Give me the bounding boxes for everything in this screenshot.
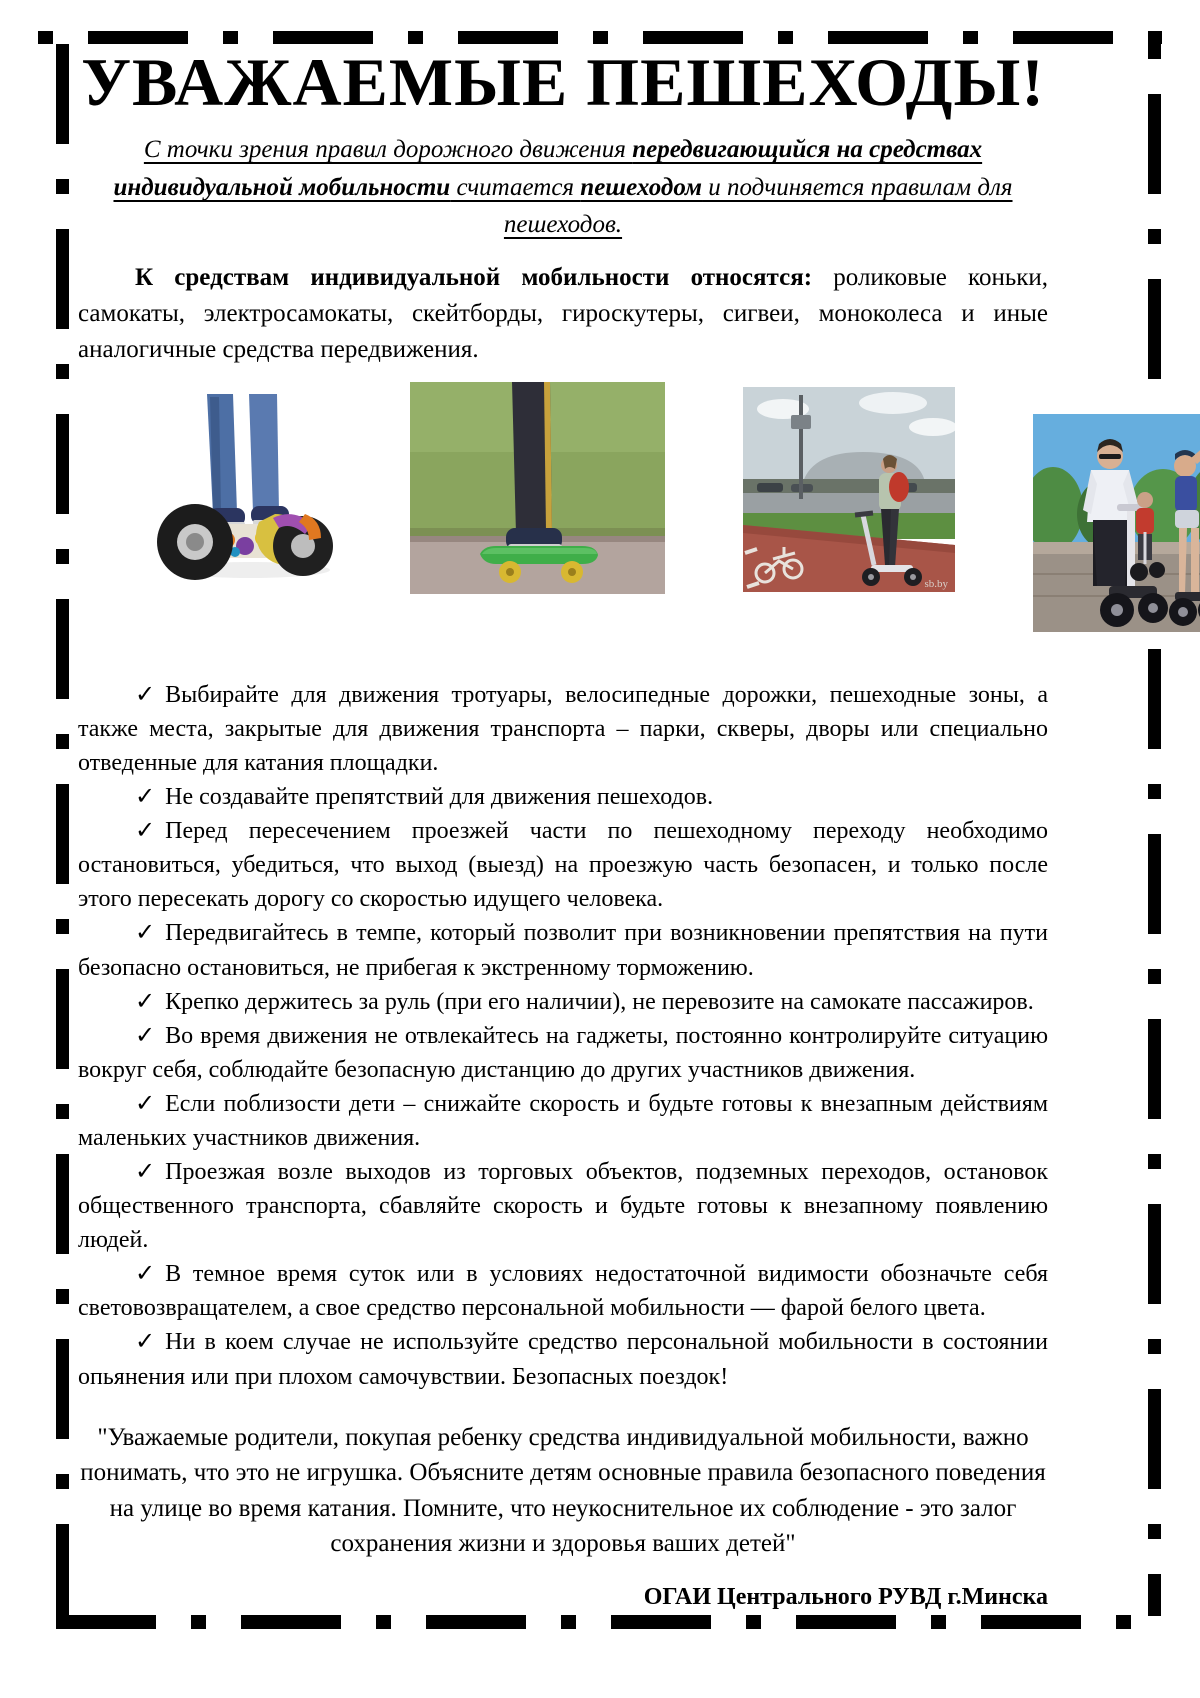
rule-item-1 <box>78 678 1048 780</box>
check-icon: ✓ <box>135 1159 156 1186</box>
rule-item-8 <box>78 1155 1048 1257</box>
rule-item-4 <box>78 916 1048 984</box>
rule-item-3 <box>78 814 1048 916</box>
intro-part1: С точки зрения правил дорожного движения <box>143 136 633 164</box>
rule-text: Ни в коем случае не используйте средство персональной мобильности в состоянии опьянения или при плохом самочувствии. Безопасных поездок! <box>78 1329 1048 1390</box>
rule-item-5 <box>78 985 1048 1019</box>
check-icon: ✓ <box>135 1261 156 1288</box>
rule-text: Выбирайте для движения тротуары, велосипедные дорожки, пешеходные зоны, а также места, закрытые для движения транспорта – парки, скверы, дворы или специально отведенные для катания площадки. <box>78 681 1048 777</box>
scooter-photo-illustration <box>743 387 955 592</box>
rule-text: Перед пересечением проезжей части по пешеходному переходу необходимо остановиться, убедиться, что выход (выезд) на проезжую часть безопасен, и только после этого пересекать дорогу со скоростью идущего человека. <box>78 818 1048 913</box>
photo-strip <box>115 382 1107 632</box>
parents-note: "Уважаемые родители, покупая ребенку средства индивидуальной мобильности, важно понимать, что это не игрушка. Объясните детям основные правила безопасного поведения на улице во время катания. Помните, что неукоснительное их соблюдение - это залог сохранения жизни и здоровья ваших детей" <box>80 1423 1046 1558</box>
rule-item-2 <box>78 780 1048 814</box>
definition-lead-bold: К средствам индивидуальной мобильности относятся: <box>135 263 813 291</box>
intro-part3: считается <box>450 173 581 201</box>
rule-item-6 <box>78 1019 1048 1087</box>
rule-text: Не создавайте препятствий для движения пешеходов. <box>165 784 714 811</box>
rule-text: В темное время суток или в условиях недостаточной видимости обозначьте себя световозвращателем, а свое средство персональной мобильности — фарой белого цвета. <box>78 1261 1048 1322</box>
intro-part4-bold: пешеходом <box>580 173 703 201</box>
skateboard-photo-illustration <box>410 382 665 594</box>
check-icon: ✓ <box>135 1329 156 1356</box>
dashed-border-bottom <box>56 1615 1162 1629</box>
segway-photo-illustration <box>1033 414 1200 632</box>
check-icon: ✓ <box>135 1022 156 1049</box>
check-icon: ✓ <box>135 818 156 845</box>
page-title: УВАЖАЕМЫЕ ПЕШЕХОДЫ! <box>81 44 1045 120</box>
dashed-border-top <box>38 31 1162 44</box>
check-icon: ✓ <box>135 681 156 708</box>
hoverboard-photo-illustration <box>155 394 340 582</box>
rule-text: Во время движения не отвлекайтесь на гаджеты, постоянно контролируйте ситуацию вокруг себя, соблюдайте безопасную дистанцию до других участников движения. <box>78 1022 1048 1083</box>
rules-list <box>78 678 1048 1394</box>
rule-text: Проезжая возле выходов из торговых объектов, подземных переходов, остановок общественного транспорта, сбавляйте скорость и будьте готовы к внезапному появлению людей. <box>78 1159 1048 1254</box>
rule-text: Передвигайтесь в темпе, который позволит при возникновении препятствия на пути безопасно остановиться, не прибегая к экстренному торможению. <box>78 920 1048 981</box>
rule-text: Если поблизости дети – снижайте скорость и будьте готовы к внезапным действиям маленьких участников движения. <box>78 1090 1048 1151</box>
check-icon: ✓ <box>135 988 156 1015</box>
rule-item-10 <box>78 1325 1048 1393</box>
dashed-border-left <box>56 44 69 1629</box>
check-icon: ✓ <box>135 920 156 947</box>
rule-item-7 <box>78 1087 1048 1155</box>
check-icon: ✓ <box>135 1090 156 1117</box>
photo-hoverboard <box>155 394 340 582</box>
photo-segway <box>1033 414 1200 632</box>
leaflet-content <box>78 46 1048 1611</box>
intro-part2-bold: передвигающийся на средствах индивидуальной мобильности <box>113 136 983 201</box>
definition-body: роликовые коньки, самокаты, электросамокаты, скейтборды, гироскутеры, сигвеи, моноколеса и иные аналогичные средства передвижения. <box>78 263 1048 363</box>
check-icon: ✓ <box>135 784 156 811</box>
rule-item-9 <box>78 1257 1048 1325</box>
dashed-border-right <box>1148 44 1161 1616</box>
photo-watermark: sb.by <box>924 577 948 590</box>
definition-paragraph <box>78 260 1048 368</box>
photo-skateboard <box>410 382 665 594</box>
photo-scooter <box>743 387 955 592</box>
rule-text: Крепко держитесь за руль (при его наличии), не перевозите на самокате пассажиров. <box>165 988 1034 1015</box>
signature-line: ОГАИ Центрального РУВД г.Минска <box>643 1583 1048 1610</box>
intro-part5: и подчиняется правилам для пешеходов. <box>503 173 1013 239</box>
intro-paragraph <box>102 131 1024 244</box>
